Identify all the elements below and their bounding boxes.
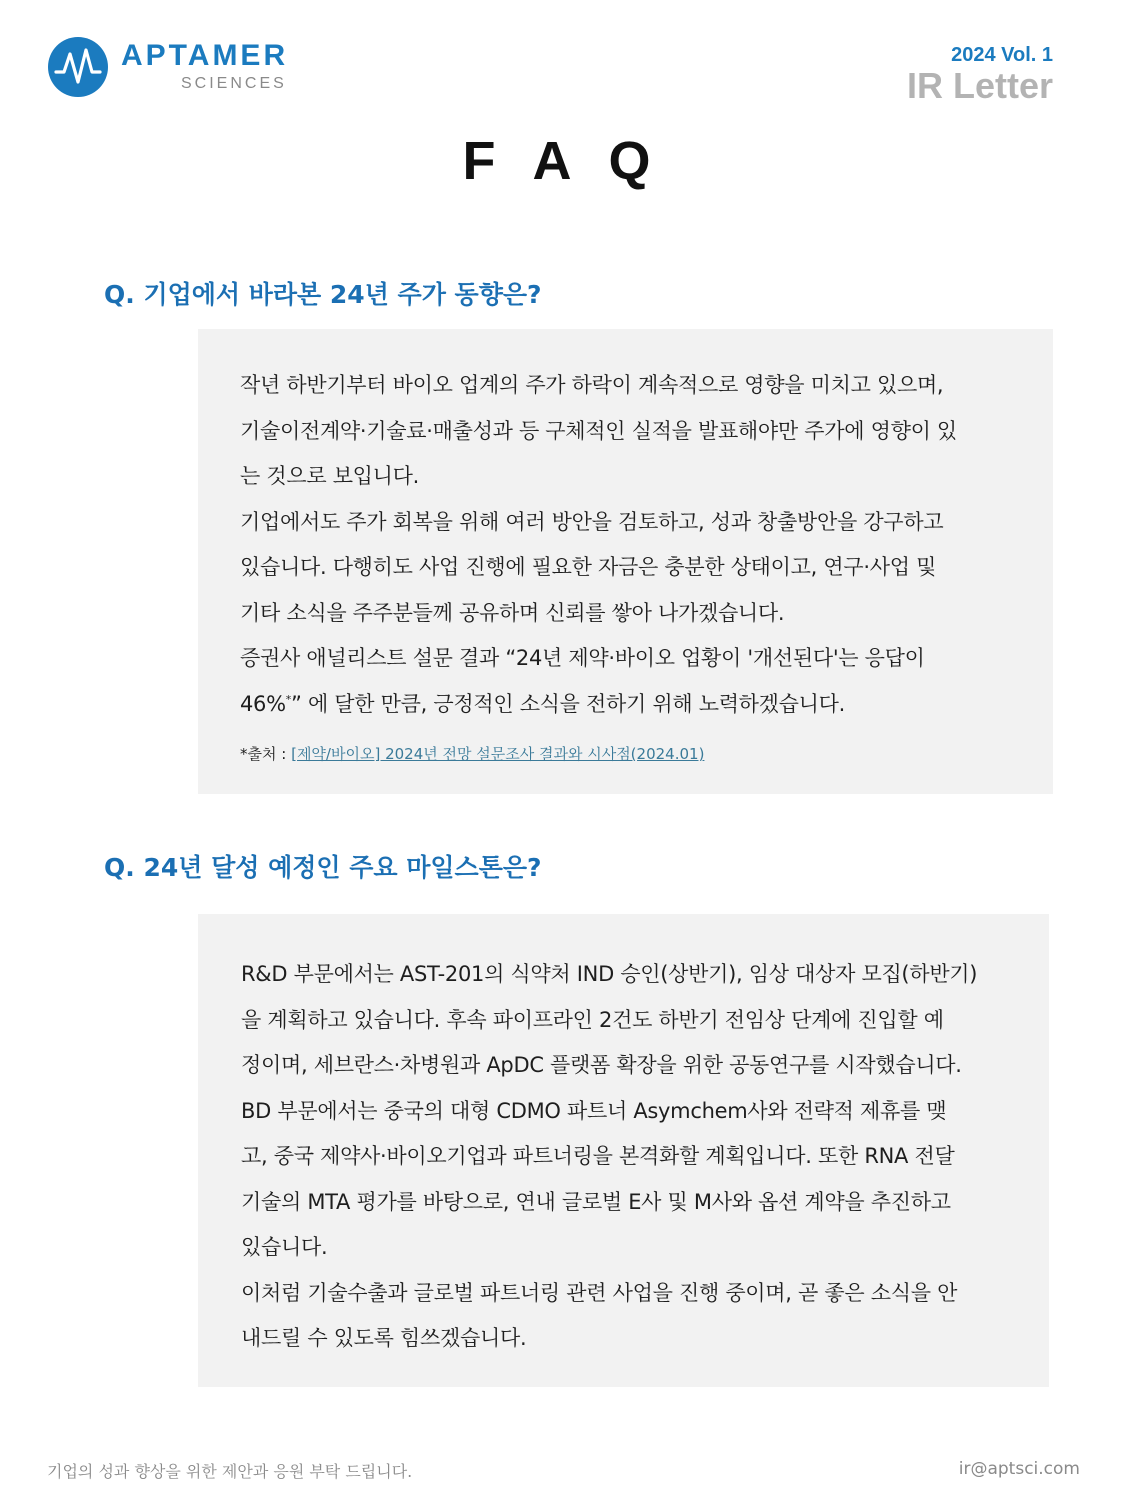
answer-line: 내드릴 수 있도록 힘쓰겠습니다. xyxy=(241,1326,527,1350)
aptamer-logo-icon xyxy=(47,36,109,98)
logo-subtitle: SCIENCES xyxy=(181,75,287,92)
answer-line: 있습니다. 다행히도 사업 진행에 필요한 자금은 충분한 상태이고, 연구·사업 및 xyxy=(240,555,937,579)
answer-line: 는 것으로 보입니다. xyxy=(240,464,420,488)
page-header xyxy=(0,0,1125,120)
issue-volume: 2024 Vol. 1 xyxy=(951,44,1053,66)
answer-line-end: ” 에 달한 만큼, 긍정적인 소식을 전하기 위해 노력하겠습니다. xyxy=(290,691,845,716)
issue-label xyxy=(907,44,1053,104)
source-link[interactable]: [제약/바이오] 2024년 전망 설문조사 결과와 시사점(2024.01) xyxy=(291,745,705,763)
faq-answer-2 xyxy=(198,914,1049,1387)
footer-email[interactable]: ir@aptsci.com xyxy=(958,1459,1080,1479)
footnote-marker: * xyxy=(285,692,291,706)
answer-line: 을 계획하고 있습니다. 후속 파이프라인 2건도 하반기 전임상 단계에 진입할 예 xyxy=(241,1007,944,1032)
faq-answer-1 xyxy=(198,329,1053,794)
faq-question-2: Q. 24년 달성 예정인 주요 마일스톤은? xyxy=(104,853,542,882)
answer-line: 정이며, 세브란스·차병원과 ApDC 플랫폼 확장을 위한 공동연구를 시작했습니다. xyxy=(241,1053,962,1077)
faq-question-1: Q. 기업에서 바라본 24년 주가 동향은? xyxy=(104,280,542,309)
answer-line: 증권사 애널리스트 설문 결과 “24년 제약·바이오 업황이 '개선된다'는 응답이 xyxy=(240,646,925,670)
answer-line: 작년 하반기부터 바이오 업계의 주가 하락이 계속적으로 영향을 미치고 있으며, xyxy=(240,373,944,397)
answer-line: 고, 중국 제약사·바이오기업과 파트너링을 본격화할 계획입니다. 또한 RNA 전달 xyxy=(241,1144,955,1168)
answer-line: 기타 소식을 주주분들께 공유하며 신뢰를 쌓아 나가겠습니다. xyxy=(240,600,785,625)
source-label: *출처 : xyxy=(240,745,287,763)
answer-line: 이처럼 기술수출과 글로벌 파트너링 관련 사업을 진행 중이며, 곧 좋은 소식을 안 xyxy=(241,1280,958,1305)
answer-line: BD 부문에서는 중국의 대형 CDMO 파트너 Asymchem사와 전략적 제휴를 맺 xyxy=(241,1098,947,1123)
page-title: F A Q xyxy=(462,131,663,191)
survey-percent: 46% xyxy=(240,691,286,716)
logo-name: APTAMER xyxy=(121,39,289,72)
answer-line: 있습니다. xyxy=(241,1235,328,1259)
issue-title: IR Letter xyxy=(906,65,1053,106)
company-logo xyxy=(47,36,288,98)
footer-message: 기업의 성과 향상을 위한 제안과 응원 부탁 드립니다. xyxy=(47,1462,413,1481)
answer-line: 기업에서도 주가 회복을 위해 여러 방안을 검토하고, 성과 창출방안을 강구하고 xyxy=(240,509,944,534)
answer-line: 기술의 MTA 평가를 바탕으로, 연내 글로벌 E사 및 M사와 옵션 계약을 추진하고 xyxy=(241,1189,951,1214)
source-note xyxy=(240,743,1023,764)
answer-line: 기술이전계약·기술료·매출성과 등 구체적인 실적을 발표해야만 주가에 영향이 있 xyxy=(240,418,957,443)
answer-line: R&D 부문에서는 AST-201의 식약처 IND 승인(상반기), 임상 대상자 모집(하반기) xyxy=(241,962,978,986)
answer-line xyxy=(240,682,1023,728)
